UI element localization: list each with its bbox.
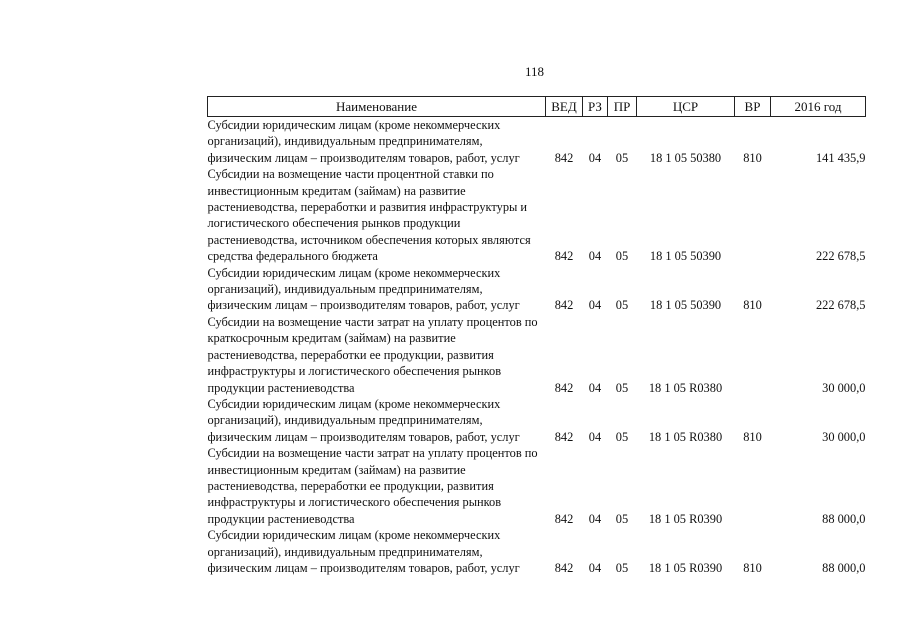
page-number: 118	[524, 64, 545, 79]
table-row	[208, 117, 866, 167]
row-rz: 04	[588, 380, 602, 395]
row-pr: 05	[615, 511, 629, 526]
row-pr: 05	[615, 429, 629, 444]
row-name: Субсидии на возмещение части затрат на уплату процентов по инвестиционным кредитам (займам) на развитие растениеводства, переработки ее продукции, развития инфраструктуры и логистического обеспечения рынков продукции растениеводства	[207, 446, 538, 526]
row-ved: 842	[554, 249, 574, 264]
row-csr: 18 1 05 R0390	[648, 560, 723, 575]
row-name: Субсидии юридическим лицам (кроме некоммерческих организаций), индивидуальным предпринимателям, физическим лицам – производителям товаров, работ, услуг	[207, 118, 520, 165]
row-name: Субсидии юридическим лицам (кроме некоммерческих организаций), индивидуальным предпринимателям, физическим лицам – производителям товаров, работ, услуг	[207, 528, 520, 575]
row-csr: 18 1 05 R0390	[648, 511, 723, 526]
row-vr: 810	[743, 429, 762, 444]
table-row	[208, 396, 866, 445]
header-year: 2016 год	[771, 97, 866, 117]
row-ved: 842	[554, 511, 574, 526]
header-vr: ВР	[735, 97, 771, 117]
table-body	[208, 117, 866, 577]
row-ved: 842	[554, 560, 574, 575]
table-row	[208, 314, 866, 396]
header-pr: ПР	[608, 97, 637, 117]
row-rz: 04	[588, 429, 602, 444]
row-ved: 842	[554, 298, 574, 313]
row-sum: 222 678,5	[815, 298, 866, 313]
row-csr: 18 1 05 R0380	[648, 380, 723, 395]
row-pr: 05	[615, 249, 629, 264]
row-name: Субсидии юридическим лицам (кроме некоммерческих организаций), индивидуальным предпринимателям, физическим лицам – производителям товаров, работ, услуг	[207, 265, 520, 313]
header-rz: РЗ	[583, 97, 608, 117]
budget-table	[207, 96, 866, 576]
row-sum: 30 000,0	[822, 380, 866, 395]
table-row	[208, 265, 866, 314]
row-ved: 842	[554, 150, 574, 165]
row-rz: 04	[588, 560, 602, 575]
row-sum: 30 000,0	[822, 429, 866, 444]
row-name: Субсидии на возмещение части затрат на уплату процентов по краткосрочным кредитам (займам) на развитие растениеводства, переработки ее продукции, развития инфраструктуры и логистического обеспечения рынков продукции растениеводства	[207, 314, 538, 395]
row-pr: 05	[615, 560, 629, 575]
row-pr: 05	[615, 150, 629, 165]
row-vr: 810	[743, 150, 762, 165]
row-sum: 88 000,0	[822, 560, 866, 575]
table-row	[208, 445, 866, 527]
table-header	[208, 97, 866, 117]
row-vr	[735, 166, 771, 264]
row-csr: 18 1 05 50380	[649, 150, 722, 165]
header-ved: ВЕД	[546, 97, 583, 117]
table-row	[208, 527, 866, 576]
header-row	[208, 97, 866, 117]
row-vr	[735, 445, 771, 527]
row-vr: 810	[743, 298, 762, 313]
row-rz: 04	[588, 150, 602, 165]
row-csr: 18 1 05 50390	[649, 249, 722, 264]
row-vr	[735, 314, 771, 396]
row-ved: 842	[554, 429, 574, 444]
header-name: Наименование	[208, 97, 546, 117]
row-pr: 05	[615, 380, 629, 395]
row-csr: 18 1 05 50390	[649, 298, 722, 313]
header-csr: ЦСР	[637, 97, 735, 117]
row-vr: 810	[743, 560, 762, 575]
row-pr: 05	[615, 298, 629, 313]
table-row	[208, 166, 866, 264]
row-ved: 842	[554, 380, 574, 395]
row-sum: 141 435,9	[815, 150, 866, 165]
row-rz: 04	[588, 298, 602, 313]
row-rz: 04	[588, 249, 602, 264]
row-rz: 04	[588, 511, 602, 526]
row-name: Субсидии юридическим лицам (кроме некоммерческих организаций), индивидуальным предпринимателям, физическим лицам – производителям товаров, работ, услуг	[207, 396, 520, 444]
row-sum: 222 678,5	[815, 249, 866, 264]
row-csr: 18 1 05 R0380	[648, 429, 723, 444]
row-name: Субсидии на возмещение части процентной ставки по инвестиционным кредитам (займам) на развитие растениеводства, переработки и развития инфраструктуры и логистического обеспечения рынков продукции растениеводства, источником обеспечения которых являются средства федерального бюджета	[207, 167, 531, 264]
row-sum: 88 000,0	[822, 511, 866, 526]
